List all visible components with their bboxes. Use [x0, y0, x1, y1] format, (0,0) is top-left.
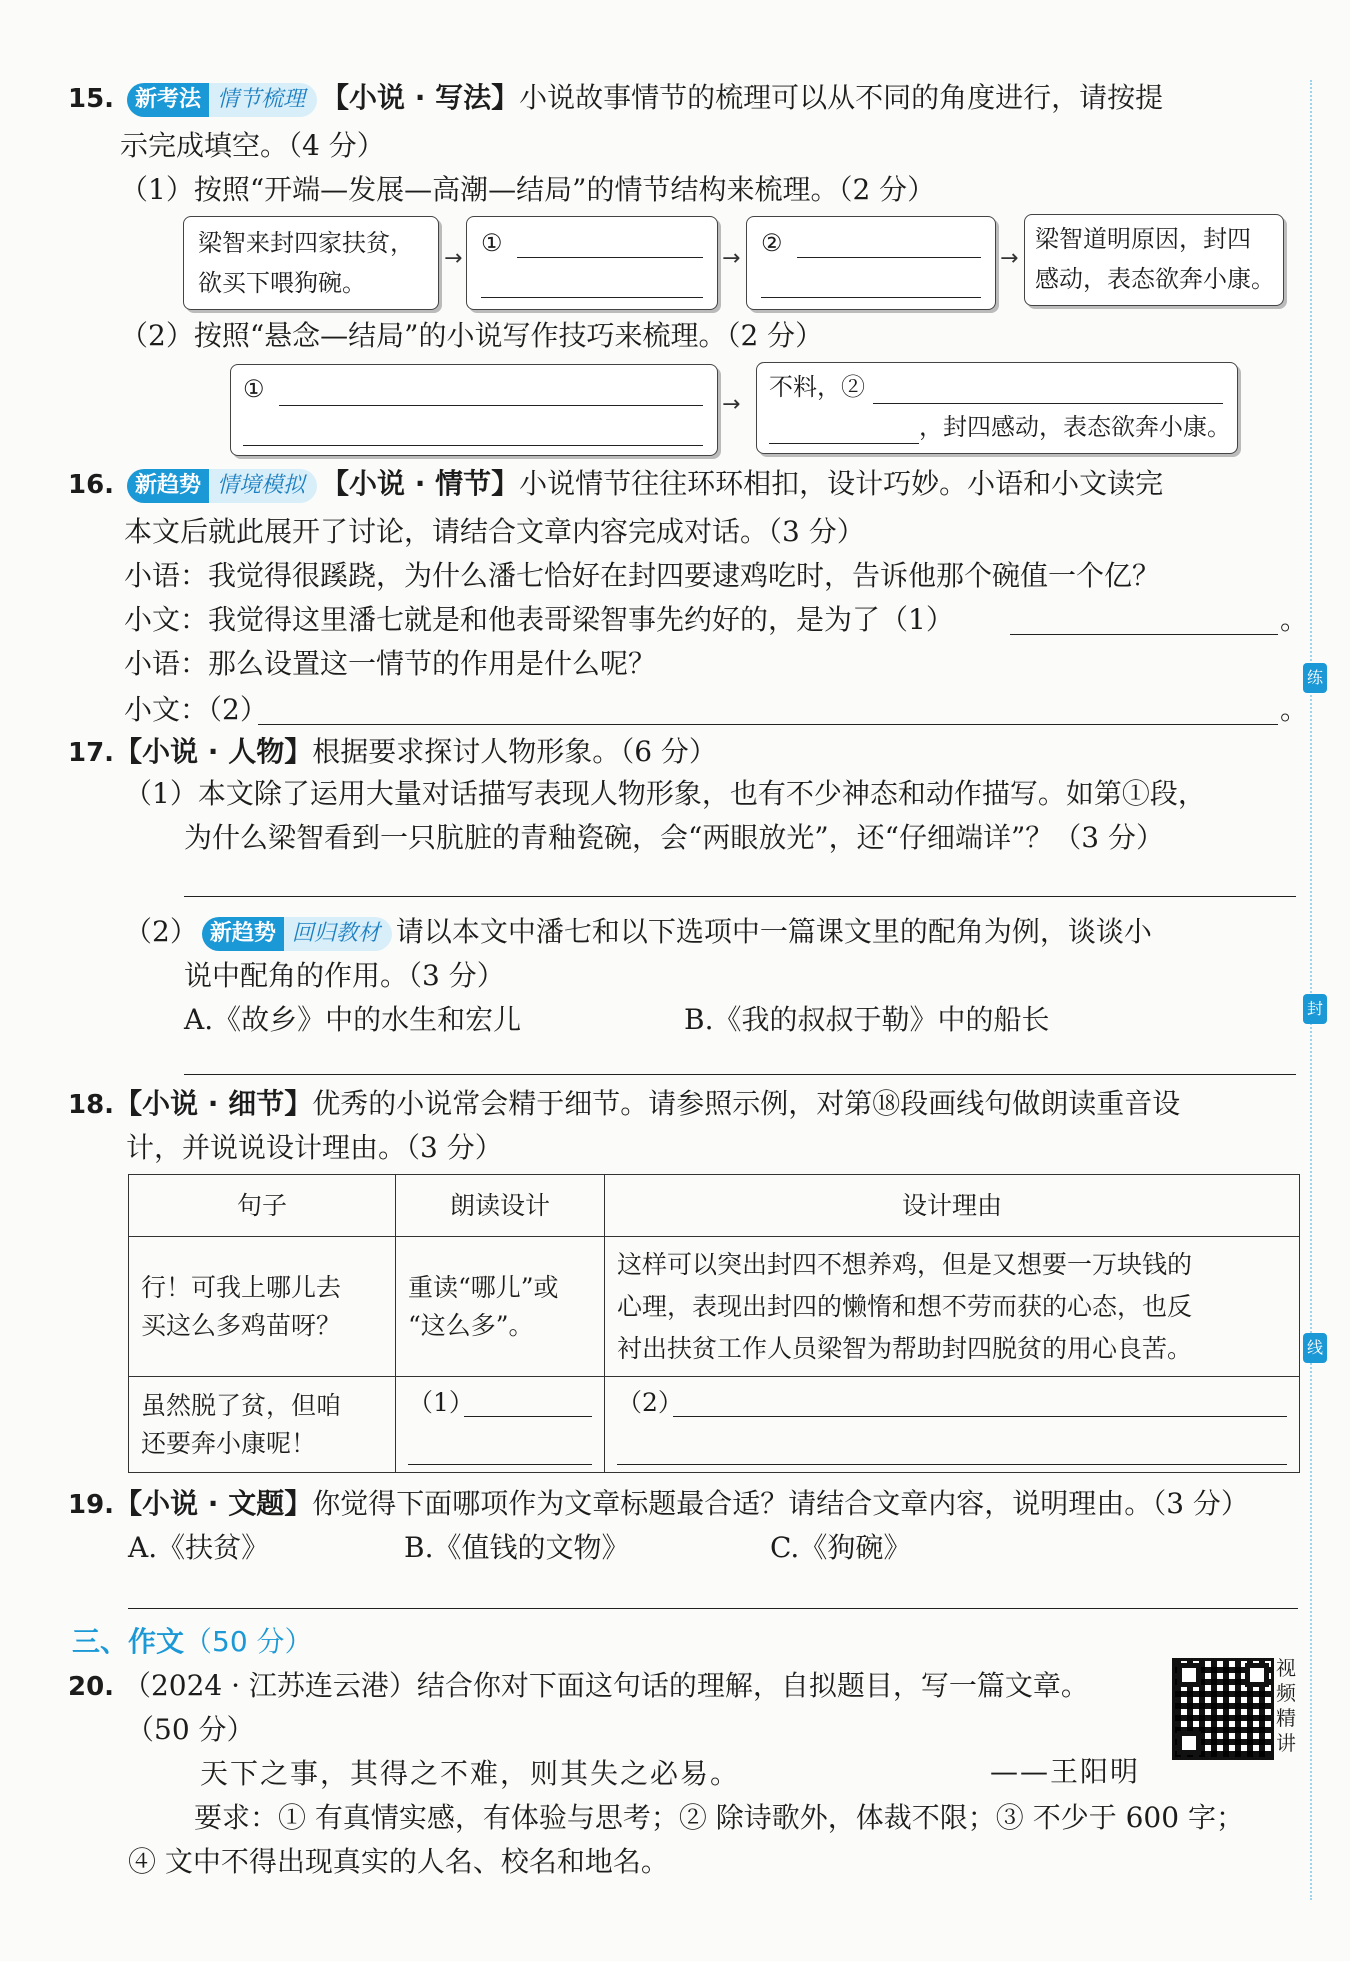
q15-sub2: （2）按照“悬念—结局”的小说写作技巧来梳理。（2 分） — [120, 319, 824, 352]
q15-plot-box-1: 梁智来封四家扶贫， 欲买下喂狗碗。 — [183, 216, 439, 310]
q16-dialog-1: 小语：我觉得很蹊跷，为什么潘七恰好在封四要逮鸡吃时，告诉他那个碗值一个亿？ — [124, 559, 1161, 592]
q20-quote: 天下之事，其得之不难，则其失之必易。 — [200, 1757, 741, 1790]
q17-tag: 新趋势 回归教材 — [202, 917, 392, 951]
q15-suspense-box-2[interactable]: 不料，② ，封四感动，表态欲奔小康。 — [756, 362, 1238, 454]
table-cell: 虽然脱了贫，但咱 还要奔小康呢！ — [129, 1377, 396, 1473]
q16-line1 — [68, 464, 1163, 505]
table-answer-cell[interactable]: （1） — [396, 1377, 605, 1473]
q19-answer-line[interactable] — [128, 1608, 1298, 1609]
q20-requirements-1: 要求：① 有真情实感，有体验与思考；② 除诗歌外，体裁不限；③ 不少于 600 字； — [194, 1801, 1244, 1834]
answer-blank[interactable] — [769, 443, 919, 444]
q16-number: 16. — [68, 470, 115, 500]
answer-blank[interactable] — [797, 257, 981, 258]
q20-number: 20. — [68, 1672, 115, 1702]
q15-sub1: （1）按照“开端—发展—高潮—结局”的情节结构来梳理。（2 分） — [120, 173, 936, 206]
q17-bracket: 【小说 · 人物】 — [114, 735, 313, 768]
q15-plot-box-2[interactable]: ① — [466, 216, 718, 310]
cut-line — [1310, 80, 1312, 1900]
q19-number: 19. — [68, 1490, 115, 1520]
q20-line2: （50 分） — [126, 1713, 255, 1746]
q15-plot-box-3[interactable]: ② — [746, 216, 996, 310]
q18-bracket: 【小说 · 细节】 — [114, 1087, 313, 1120]
q20-text: （2024 · 江苏连云港）结合你对下面这句话的理解，自拟题目，写一篇文章。 — [122, 1669, 1089, 1702]
q16-dialog-4: 小文：（2） — [124, 693, 268, 726]
q17-number: 17. — [68, 738, 115, 768]
q17-sub2-line2: 说中配角的作用。（3 分） — [184, 959, 505, 992]
q15-line1 — [68, 78, 1163, 119]
q19-line1 — [68, 1484, 1249, 1525]
q17-option-b: B.《我的叔叔于勒》中的船长 — [684, 1003, 1050, 1036]
q16-dialog-3: 小语：那么设置这一情节的作用是什么呢？ — [124, 647, 657, 680]
arrow-right-icon: → — [722, 246, 741, 271]
q17-sub1-line2: 为什么梁智看到一只肮脏的青釉瓷碗，会“两眼放光”，还“仔细端详”？（3 分） — [184, 821, 1164, 854]
q19-option-b: B.《值钱的文物》 — [404, 1531, 630, 1564]
answer-blank[interactable] — [761, 297, 981, 298]
q16-line2: 本文后就此展开了讨论，请结合文章内容完成对话。（3 分） — [124, 515, 865, 548]
table-header-cell: 设计理由 — [605, 1175, 1300, 1237]
arrow-right-icon: → — [1000, 246, 1019, 271]
q15-number: 15. — [68, 84, 115, 114]
side-tab: 封 — [1303, 994, 1327, 1024]
q18-table — [128, 1174, 1300, 1473]
q20-requirements-2: ④ 文中不得出现真实的人名、校名和地名。 — [128, 1845, 669, 1878]
answer-blank[interactable] — [517, 257, 703, 258]
q15-tag: 新考法 情节梳理 — [127, 83, 317, 117]
q15-bracket: 【小说 · 写法】 — [321, 81, 520, 114]
answer-blank[interactable] — [279, 405, 703, 406]
q17-answer-line-1[interactable] — [184, 896, 1296, 897]
side-tab: 线 — [1303, 1333, 1327, 1363]
q20-quote-author: ——王阳明 — [990, 1755, 1141, 1788]
answer-blank[interactable] — [243, 445, 703, 446]
q16-tag: 新趋势 情境模拟 — [127, 469, 317, 503]
q15-text: 小说故事情节的梳理可以从不同的角度进行，请按提 — [519, 81, 1164, 114]
q19-bracket: 【小说 · 文题】 — [114, 1487, 313, 1520]
qr-code-icon[interactable] — [1172, 1658, 1274, 1760]
answer-blank[interactable] — [617, 1424, 1287, 1465]
q15-suspense-box-1[interactable]: ① — [230, 364, 718, 456]
q16-answer-blank-2[interactable] — [258, 724, 1278, 725]
answer-blank[interactable] — [464, 1416, 592, 1417]
table-cell: 这样可以突出封四不想养鸡，但是又想要一万块钱的 心理，表现出封四的懒惰和想不劳而获的心态，也反 衬出扶贫工作人员梁智为帮助封四脱贫的用心良苦。 — [605, 1237, 1300, 1377]
table-answer-cell[interactable]: （2） — [605, 1377, 1300, 1473]
table-row — [129, 1237, 1300, 1377]
q19-option-a: A.《扶贫》 — [128, 1531, 270, 1564]
q17-answer-line-2[interactable] — [184, 1074, 1296, 1075]
q19-text: 你觉得下面哪项作为文章标题最合适？请结合文章内容，说明理由。（3 分） — [312, 1487, 1249, 1520]
arrow-right-icon: → — [444, 246, 463, 271]
q17-sub1-line1: （1）本文除了运用大量对话描写表现人物形象，也有不少神态和动作描写。如第①段， — [124, 777, 1206, 810]
q15-plot-box-4: 梁智道明原因，封四 感动，表态欲奔小康。 — [1024, 214, 1284, 306]
q17-text: 根据要求探讨人物形象。（6 分） — [312, 735, 717, 768]
table-header-cell: 朗读设计 — [396, 1175, 605, 1237]
q16-bracket: 【小说 · 情节】 — [321, 467, 520, 500]
answer-blank[interactable] — [408, 1424, 592, 1465]
answer-blank[interactable] — [873, 403, 1223, 404]
table-cell: 重读“哪儿”或 “这么多”。 — [396, 1237, 605, 1377]
arrow-right-icon: → — [722, 392, 741, 417]
q20-line1 — [68, 1666, 1089, 1707]
q16-dialog-2: 小文：我觉得这里潘七就是和他表哥梁智事先约好的，是为了（1） — [124, 603, 954, 636]
answer-blank[interactable] — [673, 1416, 1287, 1417]
side-tab: 练 — [1303, 663, 1327, 693]
section-3-title: 三、作文（50 分） — [72, 1625, 313, 1658]
q17-sub2-line1: （2） 新趋势 回归教材 请以本文中潘七和以下选项中一篇课文里的配角为例，谈谈小 — [124, 912, 1152, 952]
q15-line2: 示完成填空。（4 分） — [120, 129, 385, 162]
answer-blank[interactable] — [481, 297, 703, 298]
q18-line2: 计，并说说设计理由。（3 分） — [126, 1131, 503, 1164]
q18-line1 — [68, 1084, 1180, 1125]
q16-text: 小说情节往往环环相扣，设计巧妙。小语和小文读完 — [519, 467, 1164, 500]
q18-number: 18. — [68, 1090, 115, 1120]
q18-text: 优秀的小说常会精于细节。请参照示例，对第⑱段画线句做朗读重音设 — [312, 1087, 1181, 1120]
table-row — [129, 1377, 1300, 1473]
q16-dialog-2-end: 。 — [1280, 603, 1309, 636]
q16-dialog-4-end: 。 — [1280, 693, 1309, 726]
q19-option-c: C.《狗碗》 — [770, 1531, 912, 1564]
q17-option-a: A.《故乡》中的水生和宏儿 — [184, 1003, 522, 1036]
table-header-cell: 句子 — [129, 1175, 396, 1237]
table-header-row — [129, 1175, 1300, 1237]
q17-line1 — [68, 732, 717, 773]
q16-answer-blank-1[interactable] — [1010, 634, 1278, 635]
qr-label: 视频精讲 — [1276, 1656, 1296, 1755]
table-cell: 行！可我上哪儿去 买这么多鸡苗呀？ — [129, 1237, 396, 1377]
